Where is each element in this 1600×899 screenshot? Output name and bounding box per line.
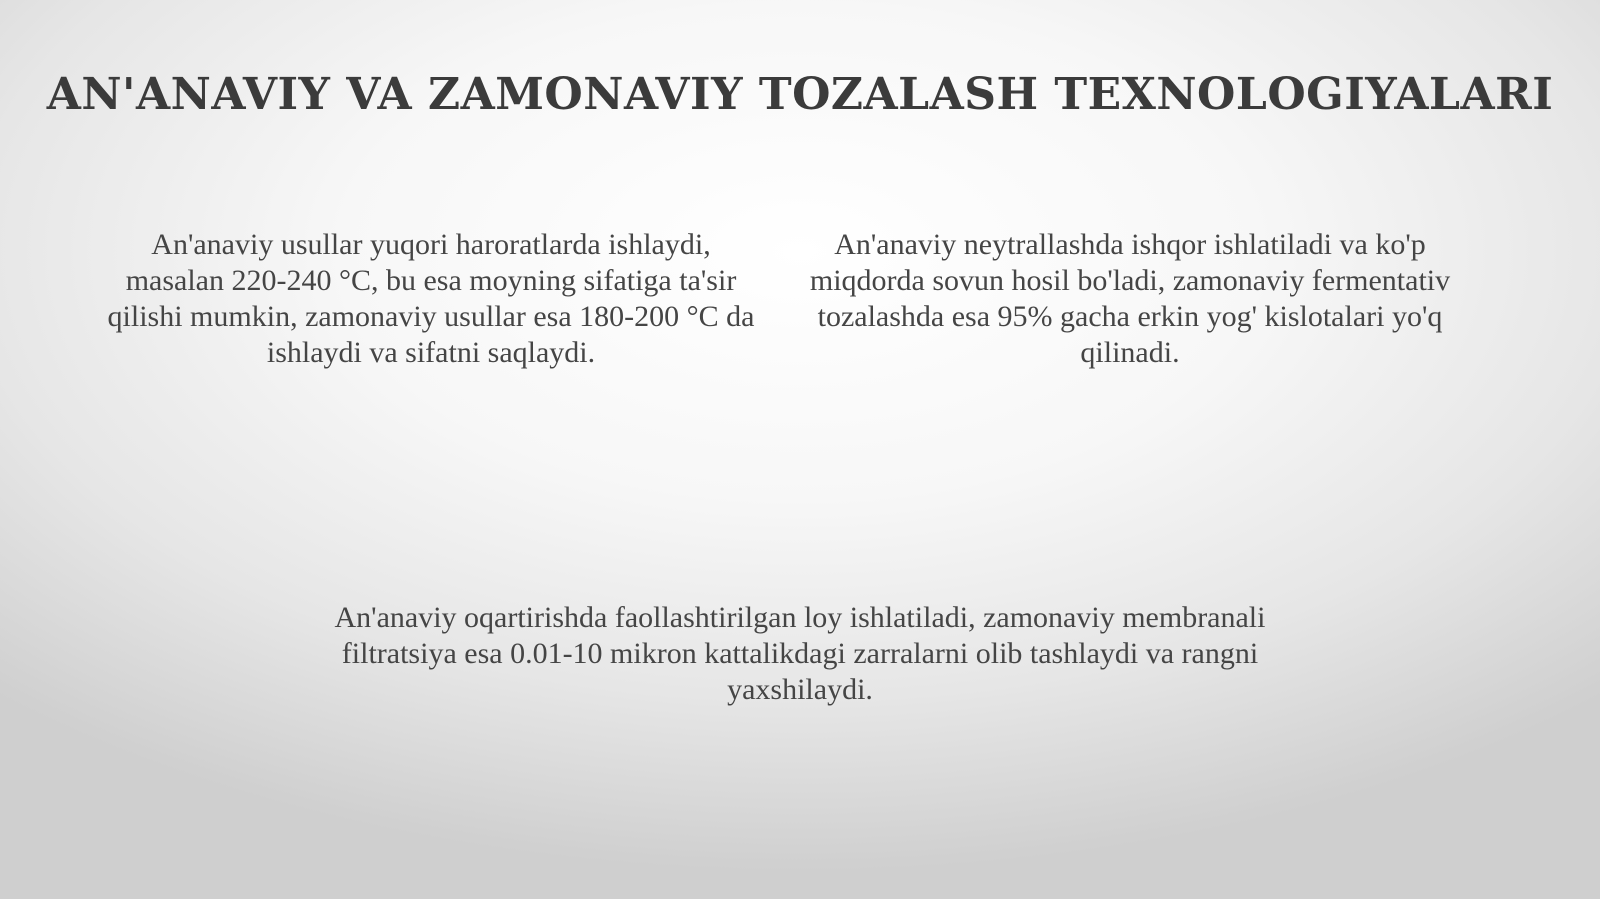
text-block-bleaching: An'anaviy oqartirishda faollashtirilgan loy ishlatiladi, zamonaviy membranali filtratsiya esa 0.01-10 mikron kattalikdagi zarralarni olib tashlaydi va rangni yaxshilaydi. [334, 601, 1266, 706]
text-block-temperature: An'anaviy usullar yuqori haroratlarda ishlaydi, masalan 220-240 °C, bu esa moyning sifatiga ta'sir qilishi mumkin, zamonaviy usullar esa 180-200 °C da ishlaydi va sifatni saqlaydi. [107, 228, 755, 369]
text-block-neutralization: An'anaviy neytrallashda ishqor ishlatiladi va ko'p miqdorda sovun hosil bo'ladi, zamonaviy fermentativ tozalashda esa 95% gacha erkin yog' kislotalari yo'q qilinadi. [809, 228, 1451, 369]
slide-title: AN'ANAVIY VA ZAMONAVIY TOZALASH TEXNOLOGIYALARI [46, 69, 1554, 120]
